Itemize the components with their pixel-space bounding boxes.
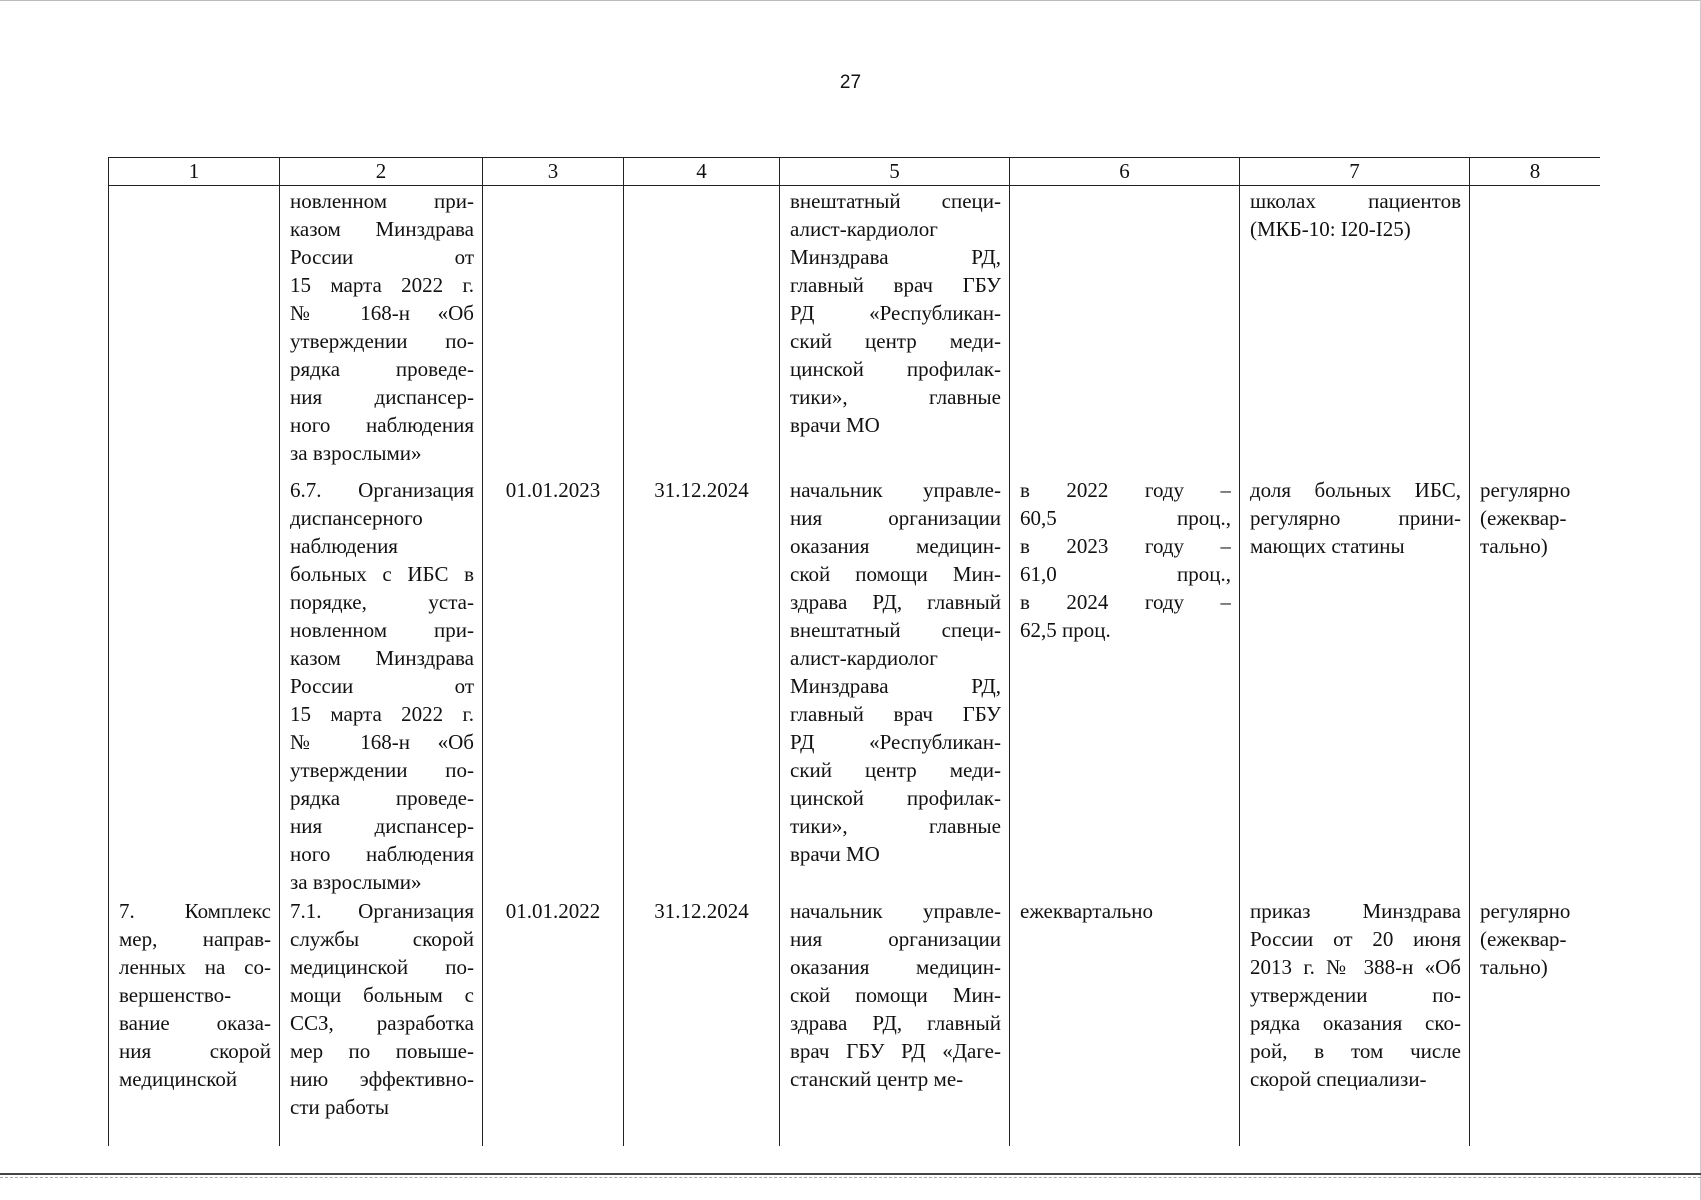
cell-start-date: 01.01.2022 [483, 896, 624, 1146]
page-bottom-dashed-rule [0, 1177, 1701, 1178]
column-number-5: 5 [780, 158, 1010, 186]
column-number-4: 4 [624, 158, 780, 186]
cell-text-line: в 2023 году – [1020, 533, 1231, 558]
cell-text-line: ской помощи Мин- [790, 561, 1001, 586]
cell-text-line: оказания медицин- [790, 954, 1001, 979]
cell-text-line: внештатный специ- [790, 617, 1001, 642]
cell-frequency [1470, 186, 1601, 475]
cell-frequency [1470, 896, 1601, 1146]
cell-text-line: регулярно [1480, 477, 1571, 502]
sheet-edge-top [0, 0, 1701, 1]
cell-frequency [1470, 475, 1601, 896]
cell-text-line: (ежеквар- [1480, 926, 1567, 951]
cell-text-line: оказания медицин- [790, 533, 1001, 558]
cell-text-line: РД «Республикан- [790, 301, 1001, 325]
cell-indicator-values [1010, 475, 1240, 896]
cell-text-line: 7.1. Организация [290, 898, 474, 923]
cell-start-date: 01.01.2023 [483, 475, 624, 896]
cell-text-line: ного наблюдения [290, 413, 474, 437]
cell-text-line: мер по повыше- [290, 1038, 474, 1063]
cell-text-line: 62,5 проц. [1020, 617, 1111, 642]
cell-text-line: России от [290, 245, 474, 269]
cell-text-line: мер, направ- [119, 926, 271, 951]
cell-responsible [780, 186, 1010, 475]
cell-text-line: (ежеквар- [1480, 505, 1567, 530]
cell-text-line: наблюдения [290, 533, 398, 558]
cell-text-line: № 168-н «Об [290, 729, 474, 754]
document-table-region [108, 157, 1600, 1173]
cell-text-line: в 2022 году – [1020, 477, 1231, 502]
cell-activity-text [280, 186, 483, 475]
cell-text-line: главный врач ГБУ [790, 273, 1001, 297]
table-body [109, 186, 1601, 1146]
cell-text-line: цинской профилак- [790, 357, 1001, 381]
cell-text-line: внештатный специ- [790, 189, 1001, 213]
cell-text-line: ного наблюдения [290, 841, 474, 866]
cell-text-line: ния скорой [119, 1038, 271, 1063]
cell-text-line: вание оказа- [119, 1010, 271, 1035]
cell-text-line: России от [290, 673, 474, 698]
cell-activity-group [109, 475, 280, 896]
cell-text-line: здрава РД, главный [790, 589, 1001, 614]
cell-text-line: доля больных ИБС, [1250, 477, 1461, 502]
cell-text-line: 7. Комплекс [119, 898, 271, 923]
cell-text-line: в 2024 году – [1020, 589, 1231, 614]
cell-text-line: ежеквартально [1020, 898, 1153, 923]
cell-end-date [624, 186, 780, 475]
cell-result [1240, 475, 1470, 896]
column-number-header [109, 158, 1601, 186]
cell-activity-group [109, 186, 280, 475]
cell-text-line: ния организации [790, 926, 1001, 951]
column-number-2: 2 [280, 158, 483, 186]
cell-text-line: врачи МО [790, 413, 880, 437]
cell-text-line: вершенство- [119, 982, 232, 1007]
action-plan-table [108, 157, 1600, 1146]
cell-text-line: регулярно [1480, 898, 1571, 923]
column-number-3: 3 [483, 158, 624, 186]
cell-text-line: 6.7. Организация [290, 477, 474, 502]
cell-text-line: больных с ИБС в [290, 561, 474, 586]
cell-text-line: ССЗ, разработка [290, 1010, 474, 1035]
cell-text-line: новленном при- [290, 189, 474, 213]
cell-text-line: медицинской по- [290, 954, 474, 979]
cell-text-line: школах пациентов [1250, 189, 1461, 213]
cell-activity-text [280, 896, 483, 1146]
cell-text-line: за взрослыми» [290, 441, 422, 465]
cell-text-line: сти работы [290, 1094, 390, 1119]
cell-text-line: казом Минздрава [290, 645, 474, 670]
cell-text-line: врач ГБУ РД «Даге- [790, 1038, 1001, 1063]
cell-text-line: 61,0 проц., [1020, 561, 1231, 586]
cell-text-line: ский центр меди- [790, 329, 1001, 353]
cell-text-line: № 168-н «Об [290, 301, 474, 325]
cell-text-line: тики», главные [790, 385, 1001, 409]
cell-text-line: рядка проведе- [290, 785, 474, 810]
cell-text-line: рой, в том числе [1250, 1038, 1461, 1063]
cell-text-line: станский центр ме- [790, 1066, 964, 1091]
cell-text-line: 15 марта 2022 г. [290, 273, 474, 297]
column-number-6: 6 [1010, 158, 1240, 186]
cell-end-date: 31.12.2024 [624, 896, 780, 1146]
cell-text-line: утверждении по- [290, 757, 474, 782]
cell-text-line: ния диспансер- [290, 385, 474, 409]
cell-text-line: главный врач ГБУ [790, 701, 1001, 726]
page-number: 27 [839, 72, 862, 93]
column-number-8: 8 [1470, 158, 1601, 186]
cell-text-line: ния организации [790, 505, 1001, 530]
cell-text-line: нию эффективно- [290, 1066, 474, 1091]
cell-indicator-values [1010, 186, 1240, 475]
cell-text-line: ленных на со- [119, 954, 271, 979]
cell-text-line: новленном при- [290, 617, 474, 642]
cell-text-line: диспансерного [290, 505, 423, 530]
cell-text-line: мощи больным с [290, 982, 474, 1007]
table-row [109, 186, 1601, 475]
cell-text-line: 60,5 проц., [1020, 505, 1231, 530]
cell-text-line: здрава РД, главный [790, 1010, 1001, 1035]
table-row [109, 475, 1601, 896]
cell-result [1240, 186, 1470, 475]
cell-text-line: РД «Республикан- [790, 729, 1001, 754]
cell-text-line: ский центр меди- [790, 757, 1001, 782]
cell-text-line: тики», главные [790, 813, 1001, 838]
cell-result [1240, 896, 1470, 1146]
cell-text-line: алист-кардиолог [790, 217, 938, 241]
cell-activity-text [280, 475, 483, 896]
cell-end-date: 31.12.2024 [624, 475, 780, 896]
cell-text-line: ния диспансер- [290, 813, 474, 838]
cell-text-line: ской помощи Мин- [790, 982, 1001, 1007]
cell-text-line: (МКБ-10: I20-I25) [1250, 217, 1411, 241]
cell-text-line: скорой специализи- [1250, 1066, 1427, 1091]
cell-text-line: утверждении по- [1250, 982, 1461, 1007]
cell-text-line: мающих статины [1250, 533, 1405, 558]
cell-text-line: за взрослыми» [290, 869, 422, 894]
page-bottom-rule [0, 1173, 1701, 1175]
cell-text-line: тально) [1480, 954, 1548, 979]
cell-text-line: Минздрава РД, [790, 673, 1001, 698]
cell-indicator-values [1010, 896, 1240, 1146]
cell-text-line: утверждении по- [290, 329, 474, 353]
cell-text-line: начальник управле- [790, 898, 1001, 923]
cell-text-line: казом Минздрава [290, 217, 474, 241]
table-row [109, 896, 1601, 1146]
cell-text-line: 15 марта 2022 г. [290, 701, 474, 726]
cell-text-line: Минздрава РД, [790, 245, 1001, 269]
cell-text-line: регулярно прини- [1250, 505, 1461, 530]
cell-text-line: России от 20 июня [1250, 926, 1461, 951]
cell-text-line: алист-кардиолог [790, 645, 938, 670]
column-number-7: 7 [1240, 158, 1470, 186]
cell-text-line: приказ Минздрава [1250, 898, 1461, 923]
cell-text-line: врачи МО [790, 841, 880, 866]
cell-activity-group [109, 896, 280, 1146]
cell-responsible [780, 475, 1010, 896]
cell-text-line: тально) [1480, 533, 1548, 558]
cell-text-line: рядка оказания ско- [1250, 1010, 1461, 1035]
cell-text-line: рядка проведе- [290, 357, 474, 381]
cell-responsible [780, 896, 1010, 1146]
cell-start-date [483, 186, 624, 475]
cell-text-line: порядке, уста- [290, 589, 474, 614]
cell-text-line: службы скорой [290, 926, 474, 951]
cell-text-line: медицинской [119, 1066, 238, 1091]
cell-text-line: начальник управле- [790, 477, 1001, 502]
cell-text-line: цинской профилак- [790, 785, 1001, 810]
cell-text-line: 2013 г. № 388-н «Об [1250, 954, 1461, 979]
column-number-1: 1 [109, 158, 280, 186]
